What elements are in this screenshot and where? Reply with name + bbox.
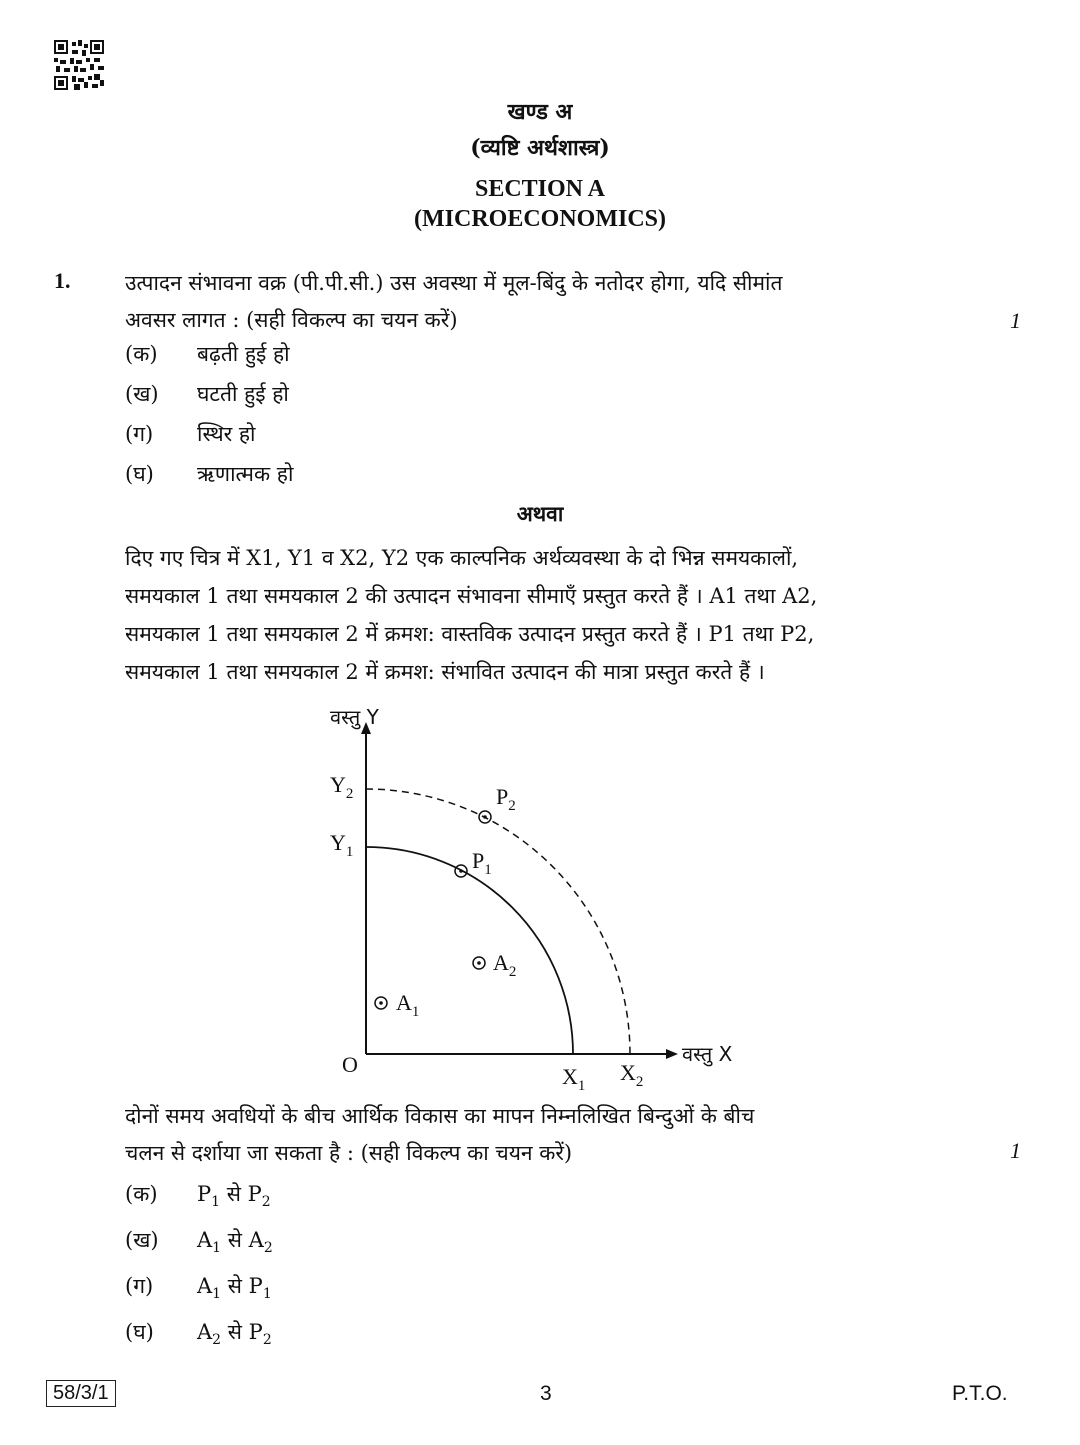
alt-para-line3: समयकाल 1 तथा समयकाल 2 में क्रमश: वास्तविक उत्पादन प्रस्तुत करते हैं । P1 तथा P2, bbox=[125, 622, 815, 646]
qr-code-icon bbox=[54, 40, 104, 90]
x1-label: $X_1$ bbox=[562, 1064, 586, 1094]
option-subscript: 1 bbox=[212, 1240, 222, 1256]
option-label: (क) bbox=[125, 1182, 158, 1206]
option-subscript: 2 bbox=[261, 1194, 271, 1210]
pto-label: P.T.O. bbox=[952, 1382, 1008, 1405]
option-point-to: P bbox=[247, 1182, 262, 1206]
x-axis-arrow bbox=[666, 1049, 678, 1059]
alt-option-3 bbox=[125, 1272, 272, 1308]
alt-para-line2: समयकाल 1 तथा समयकाल 2 की उत्पादन संभावना सीमाएँ प्रस्तुत करते हैं । A1 तथा A2, bbox=[125, 584, 818, 608]
alt-option-4 bbox=[125, 1318, 272, 1354]
option-text: स्थिर हो bbox=[197, 422, 256, 446]
subject-title-english: (MICROECONOMICS) bbox=[414, 206, 666, 232]
option-1 bbox=[125, 340, 290, 376]
option-label: (घ) bbox=[125, 1320, 154, 1344]
question-text-line1: उत्पादन संभावना वक्र (पी.पी.सी.) उस अवस्था में मूल-बिंदु के नतोदर होगा, यदि सीमांत bbox=[125, 271, 783, 295]
option-subscript: 2 bbox=[263, 1240, 273, 1256]
x-axis-label: वस्तु X bbox=[682, 1042, 733, 1066]
option-subscript: 1 bbox=[211, 1194, 221, 1210]
option-subscript: 2 bbox=[212, 1332, 222, 1348]
origin-label: O bbox=[342, 1052, 358, 1077]
a1-label: $A_1$ bbox=[396, 990, 420, 1020]
y2-label: $Y_2$ bbox=[330, 772, 354, 802]
point-a1 bbox=[375, 997, 387, 1009]
p2-label: $P_2$ bbox=[496, 784, 516, 814]
or-separator: अथवा bbox=[516, 501, 564, 526]
option-point-to: A bbox=[248, 1228, 264, 1252]
question-text-line2: अवसर लागत : (सही विकल्प का चयन करें) bbox=[125, 308, 458, 332]
y-axis-label: वस्तु Y bbox=[330, 705, 379, 729]
ppc-diagram bbox=[300, 700, 780, 1100]
alt-question-line1: दोनों समय अवधियों के बीच आर्थिक विकास का मापन निम्नलिखित बिन्दुओं के बीच bbox=[125, 1104, 755, 1128]
point-p1 bbox=[455, 865, 467, 877]
option-2 bbox=[125, 380, 289, 416]
alt-question-marks: 1 bbox=[1010, 1138, 1021, 1163]
option-text: घटती हुई हो bbox=[197, 382, 289, 406]
alt-option-1 bbox=[125, 1180, 271, 1216]
ppc-curve-1 bbox=[366, 847, 573, 1054]
alt-question-line2: चलन से दर्शाया जा सकता है : (सही विकल्प का चयन करें) bbox=[125, 1141, 573, 1165]
point-a2 bbox=[473, 957, 485, 969]
option-label: (घ) bbox=[125, 462, 154, 486]
option-connector: से bbox=[227, 1274, 242, 1298]
option-3 bbox=[125, 420, 255, 456]
option-label: (ख) bbox=[125, 1228, 159, 1252]
option-point-from: A bbox=[197, 1274, 213, 1298]
subject-title-hindi: (व्यष्टि अर्थशास्त्र) bbox=[470, 135, 610, 161]
question-number: 1. bbox=[54, 268, 71, 293]
option-connector: से bbox=[227, 1228, 242, 1252]
option-point-to: P bbox=[248, 1274, 263, 1298]
option-point-from: P bbox=[197, 1182, 212, 1206]
alt-para-line1: दिए गए चित्र में X1, Y1 व X2, Y2 एक काल्पनिक अर्थव्यवस्था के दो भिन्न समयकालों, bbox=[125, 546, 799, 570]
option-connector: से bbox=[227, 1320, 242, 1344]
option-label: (ग) bbox=[125, 1274, 154, 1298]
option-label: (क) bbox=[125, 342, 158, 366]
option-connector: से bbox=[226, 1182, 241, 1206]
option-point-from: A bbox=[197, 1228, 213, 1252]
p1-label: $P_1$ bbox=[472, 848, 492, 878]
alt-option-2 bbox=[125, 1226, 273, 1262]
paper-code: 58/3/1 bbox=[46, 1380, 116, 1407]
option-subscript: 1 bbox=[212, 1286, 222, 1302]
option-text: ऋणात्मक हो bbox=[197, 462, 294, 486]
section-title-hindi: खण्ड अ bbox=[507, 99, 573, 125]
point-p2 bbox=[479, 811, 491, 823]
page-number: 3 bbox=[540, 1382, 552, 1405]
y1-label: $Y_1$ bbox=[330, 830, 354, 860]
alt-para-line4: समयकाल 1 तथा समयकाल 2 में क्रमश: संभावित उत्पादन की मात्रा प्रस्तुत करते हैं । bbox=[125, 660, 765, 684]
option-label: (ग) bbox=[125, 422, 154, 446]
section-title-english: SECTION A bbox=[474, 176, 606, 202]
option-subscript: 1 bbox=[262, 1286, 272, 1302]
option-label: (ख) bbox=[125, 382, 159, 406]
x2-label: $X_2$ bbox=[620, 1060, 644, 1090]
option-subscript: 2 bbox=[262, 1332, 272, 1348]
option-text: बढ़ती हुई हो bbox=[197, 342, 290, 366]
a2-label: $A_2$ bbox=[493, 950, 517, 980]
option-point-to: P bbox=[248, 1320, 263, 1344]
option-4 bbox=[125, 460, 293, 496]
option-point-from: A bbox=[197, 1320, 213, 1344]
question-marks: 1 bbox=[1010, 308, 1021, 333]
